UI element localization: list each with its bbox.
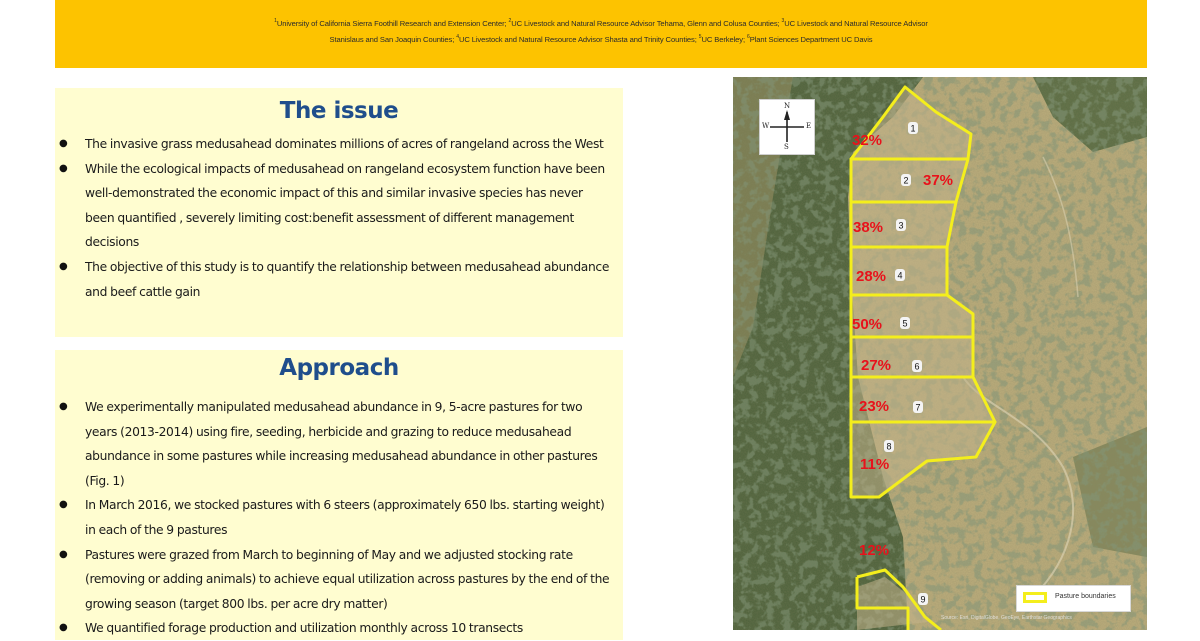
medusahead-percent-label: 11% xyxy=(860,456,890,473)
bullet-icon: ● xyxy=(59,162,68,174)
boundary-swatch-icon xyxy=(1023,592,1047,603)
affiliation-number: 2 xyxy=(508,18,512,24)
pasture-number-badge xyxy=(884,440,894,452)
pasture-number-badge xyxy=(901,174,911,186)
poster-header xyxy=(55,0,1147,68)
bullet-text: The objective of this study is to quantify the relationship between medusahead abundance and beef cattle gain xyxy=(85,259,610,299)
compass-north-label: N xyxy=(784,102,791,110)
bullet-icon: ● xyxy=(59,499,68,511)
pasture-number: 1 xyxy=(910,123,916,134)
pasture-number: 3 xyxy=(898,220,904,231)
approach-bullets xyxy=(55,395,623,641)
issue-heading: The issue xyxy=(279,98,399,124)
pasture-number: 9 xyxy=(920,594,926,605)
compass-west-label: W xyxy=(762,122,770,130)
issue-bullets xyxy=(55,132,623,304)
issue-bullet xyxy=(55,132,623,157)
bullet-icon: ● xyxy=(59,138,68,149)
affiliation-text: UC Berkeley; xyxy=(701,34,747,44)
map-legend xyxy=(1016,585,1131,612)
affiliations-line-2 xyxy=(95,31,1107,47)
affiliation-text: Plant Sciences Department UC Davis xyxy=(749,34,873,44)
medusahead-percent-label: 38% xyxy=(853,219,884,236)
compass-south-label: S xyxy=(784,143,789,151)
compass-east-label: E xyxy=(806,122,812,130)
approach-bullet xyxy=(55,493,623,542)
affiliation-number: 6 xyxy=(747,33,750,40)
medusahead-percent-label: 28% xyxy=(856,268,887,285)
pasture-number-badge xyxy=(896,219,906,231)
medusahead-percent-label: 27% xyxy=(861,357,892,374)
approach-bullet xyxy=(55,395,623,493)
affiliation-number: 1 xyxy=(274,18,277,24)
authors-line xyxy=(55,0,1147,6)
map-attribution: Source: Esri, DigitalGlobe, GeoEye, Earthstar Geographics xyxy=(941,615,1072,621)
bullet-text: In March 2016, we stocked pastures with 6 steers (approximately 650 lbs. starting weight) in each of the 9 pastures xyxy=(85,498,605,537)
medusahead-percent-label: 50% xyxy=(852,316,883,333)
affiliation-number: 4 xyxy=(456,33,459,40)
medusahead-percent-label: 37% xyxy=(923,172,954,189)
bullet-text: Pastures were grazed from March to beginning of May and we adjusted stocking rate (removing or adding animals) to achieve equal utilization across pastures by the end of the growing season (target 800 lbs. per acre dry matter) xyxy=(85,547,610,611)
medusahead-percent-label: 12% xyxy=(859,542,890,559)
affiliation-text: UC Livestock and Natural Resource Advisor Shasta and Trinity Counties; xyxy=(458,34,699,44)
affiliations-line-1 xyxy=(95,15,1107,31)
pasture-number: 7 xyxy=(915,402,921,413)
pasture-number-badge xyxy=(908,122,918,134)
bullet-icon: ● xyxy=(59,401,68,412)
approach-heading: Approach xyxy=(279,355,399,381)
issue-bullet xyxy=(55,157,623,255)
pasture-number: 2 xyxy=(903,175,909,186)
pasture-number: 4 xyxy=(897,270,903,281)
approach-bullet xyxy=(55,543,623,617)
affiliation-text: Stanislaus and San Joaquin Counties; xyxy=(329,34,457,44)
affiliation-text: UC Livestock and Natural Resource Advisor xyxy=(784,19,928,28)
approach-panel xyxy=(55,350,623,640)
bullet-text: The invasive grass medusahead dominates millions of acres of rangeland across the West xyxy=(85,137,604,151)
pasture-number: 5 xyxy=(902,318,908,329)
bullet-icon: ● xyxy=(59,260,68,272)
bullet-text: While the ecological impacts of medusahead on rangeland ecosystem function have been well-demonstrated the economic impact of this and similar invasive species has never been quantified , severely limiting cost:benefit assessment of different management decisions xyxy=(85,161,605,250)
affiliation-text: University of California Sierra Foothill Research and Extension Center; xyxy=(276,19,509,28)
affiliations xyxy=(95,15,1107,46)
pasture-number-badge xyxy=(895,269,905,281)
satellite-map xyxy=(733,77,1147,630)
issue-panel xyxy=(55,88,623,337)
bullet-text: We quantified forage production and utilization monthly across 10 transects xyxy=(85,621,523,636)
compass-rose xyxy=(759,99,815,155)
bullet-icon: ● xyxy=(59,548,68,560)
pasture-number: 8 xyxy=(886,441,892,452)
legend-label: Pasture boundaries xyxy=(1055,593,1116,600)
pasture-map-figure xyxy=(733,77,1147,630)
medusahead-percent-label: 32% xyxy=(852,132,883,149)
approach-bullet xyxy=(55,616,623,641)
pasture-number-badge xyxy=(918,593,928,605)
bullet-text: We experimentally manipulated medusahead abundance in 9, 5-acre pastures for two years (2013-2014) using fire, seeding, herbicide and grazing to reduce medusahead abundance in some pastures while increasing medusahead abundance in other pastures (Fig. 1) xyxy=(85,400,598,488)
pasture-number: 6 xyxy=(914,361,920,372)
pasture-number-badge xyxy=(912,360,922,372)
affiliation-number: 5 xyxy=(698,33,702,40)
issue-bullet xyxy=(55,255,623,304)
affiliation-text: UC Livestock and Natural Resource Advisor Tehama, Glenn and Colusa Counties; xyxy=(511,19,782,28)
bullet-icon: ● xyxy=(59,622,68,634)
medusahead-percent-label: 23% xyxy=(859,398,890,415)
pasture-number-badge xyxy=(913,401,923,413)
pasture-number-badge xyxy=(900,317,910,329)
affiliation-number: 3 xyxy=(781,18,785,24)
